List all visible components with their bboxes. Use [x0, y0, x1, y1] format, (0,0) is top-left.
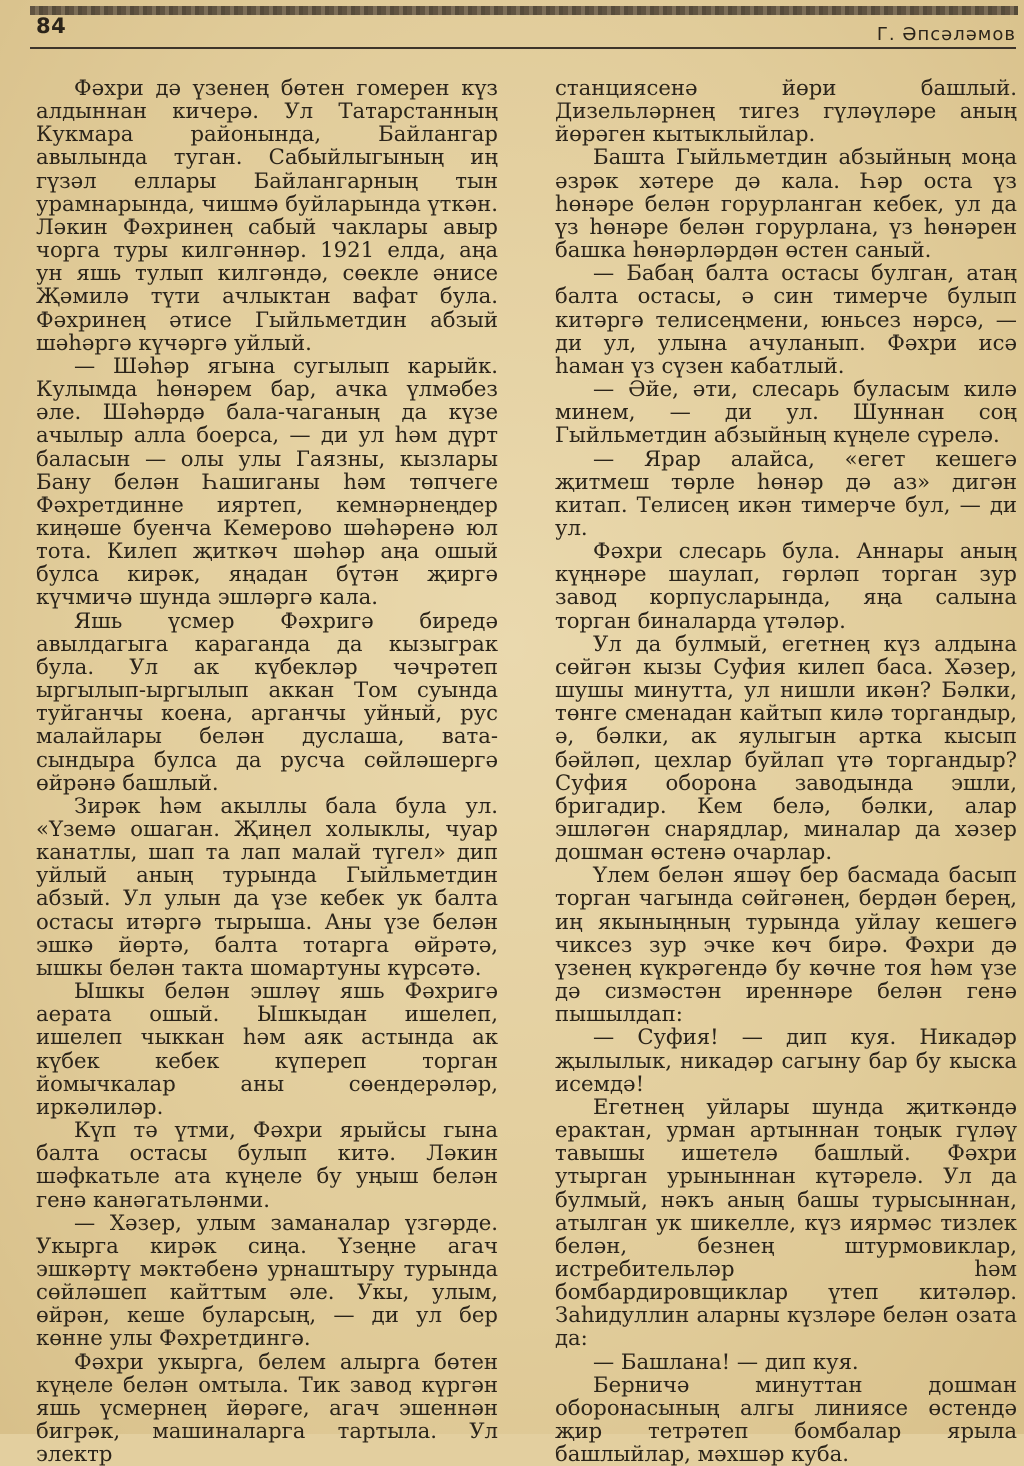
paragraph: Күп тә үтми, Фәхри ярыйсы гына балта остасы булып китә. Ләкин шәфкатьле ата күңеле бу уңыш белән генә канәгатьләнми. [36, 1117, 498, 1212]
paragraph-continuation: станциясенә йөри башлый. Дизельләрнең тигез гүләүләре аның йөрәген кытыклыйлар. [555, 75, 1017, 147]
paragraph: — Әйе, әти, слесарь буласым килә минем, — ди ул. Шуннан соң Гыйльметдин абзыйның күңеле сүрелә. [555, 376, 1017, 448]
paragraph: Егетнең уйлары шунда җиткәндә ерактан, урман артыннан тоңык гүләү тавышы ишетелә башлый. Фәхри утырган урыныннан күтәрелә. Ул да булмый, нәкъ аның башы турысыннан, атылган ук шикелле, күз иярмәс тизлек белән, безнең штурмовиклар, истребительләр һәм бомбардировщиклар үтеп китәләр. Заһидуллин аларны күзләре белән озата да: [555, 1093, 1017, 1351]
page-number: 84 [36, 14, 67, 38]
header-rule [30, 47, 1016, 49]
paragraph: — Суфия! — дип куя. Никадәр җылылык, никадәр сагыну бар бу кыска исемдә! [555, 1024, 1017, 1096]
paragraph: — Хәзер, улым заманалар үзгәрде. Укырга кирәк сиңа. Үзеңне агач эшкәртү мәктәбенә урнаштыру турында сөйләшеп кайттым әле. Укы, улым, өйрән, кеше буларсың, — ди ул бер көнне улы Фәхретдингә. [36, 1209, 498, 1351]
paragraph: — Ярар алайса, «егет кешегә җитмеш төрле һөнәр дә аз» дигән китап. Телисең икән тимерче бул, — ди ул. [555, 445, 1017, 540]
paragraph: Башта Гыйльметдин абзыйның моңа әзрәк хәтере дә кала. Һәр оста үз һөнәре белән горурланган кебек, ул да үз һөнәре белән горурлана, үз һөнәрен башка һөнәрләрдән өстен саный. [555, 144, 1017, 263]
running-head-author: Г. Әпсәләмов [876, 24, 1016, 45]
paragraph: Үлем белән яшәү бер басмада басып торган чагында сөйгәнең, бердән берең, иң якыныңның турында уйлау кешегә чиксез зур эчке көч бирә. Фәхри дә үзенең күкрәгендә бу көчне тоя һәм үзе дә сизмәстән иреннәре белән генә пышылдап: [555, 862, 1017, 1027]
paragraph: Ышкы белән эшләү яшь Фәхригә аерата ошый. Ышкыдан ишелеп, ишелеп чыккан һәм аяк астында ак күбек кебек күпереп торган йомычкалар аны сөендерәләр, иркәлиләр. [36, 978, 498, 1119]
paragraph: Фәхри слесарь була. Аннары аның күңнәре шаулап, гөрләп торган зур завод корпусларында, яңа салына торган биналарда үтәләр. [555, 538, 1017, 633]
left-column [36, 75, 498, 1466]
paragraph: — Шәһәр ягына сугылып карыйк. Кулымда һөнәрем бар, ачка үлмәбез әле. Шәһәрдә бала-чаганың да күзе ачылыр алла боерса, — ди ул һәм дүрт баласын — олы улы Гаязны, кызлары Бану белән Һашиганы һәм төпчеге Фәхретдинне ияртеп, кемнәрнеңдер киңәше буенча Кемерово шәһәренә юл тота. Килеп җиткәч шәһәр аңа ошый булса кирәк, яңадан бүтән җиргә күчмичә шунда эшләргә кала. [36, 352, 498, 610]
paragraph: Ул да булмый, егетнең күз алдына сөйгән кызы Суфия килеп баса. Хәзер, шушы минутта, ул нишли икән? Бәлки, төнге сменадан кайтып килә торгандыр, ә, бәлки, ак яулыгын артка кысып бәйләп, цехлар буйлап үтә торгандыр? Суфия оборона заводында эшли, бригадир. Кем белә, бәлки, алар эшләгән снарядлар, миналар да хәзер дошман өстенә очарлар. [555, 630, 1017, 865]
paragraph: Фәхри укырга, белем алырга бөтен күңеле белән омтыла. Тик завод күргән яшь үсмернең йөрәге, агач эшеннән бигрәк, машиналарга тартыла. Ул электр [36, 1348, 498, 1466]
paragraph: — Бабаң балта остасы булган, атаң балта остасы, ә син тимерче булып китәргә телисеңмени, юньсез нәрсә, — ди ул, улына ачуланып. Фәхри исә һаман үз сүзен кабатлый. [555, 260, 1017, 378]
top-decorative-rule [30, 6, 1018, 15]
paragraph: — Башлана! — дип куя. [593, 1348, 859, 1374]
paragraph: Берничә минуттан дошман оборонасының алгы линиясе өстендә җир тетрәтеп бомбалар ярыла башлыйлар, мәхшәр куба. [555, 1371, 1017, 1466]
paragraph: Фәхри дә үзенең бөтен гомерен күз алдыннан кичерә. Ул Татарстанның Кукмара районында, Байлангар авылында туган. Сабыйлыгының иң гүзәл еллары Байлангарның тын урамнарында, чишмә буйларында үткән. Ләкин Фәхринең сабый чаклары авыр чорга туры килгәннәр. 1921 елда, аңа ун яшь тулып килгәндә, сөекле әнисе Җәмилә түти ачлыктан вафат була. Фәхринең әтисе Гыйльметдин абзый шәһәргә күчәргә уйлый. [36, 75, 498, 355]
paragraph: Яшь үсмер Фәхригә биредә авылдагыга караганда да кызыграк була. Ул ак күбекләр чәчрәтеп ыргылып-ыргылып аккан Том суында туйганчы коена, арганчы уйный, рус малайлары белән дуслаша, вата-сындыра булса да русча сөйләшергә өйрәнә башлый. [36, 607, 498, 795]
paragraph: Зирәк һәм акыллы бала була ул. «Үземә ошаган. Җиңел холыклы, чуар канатлы, шап та лап малай түгел» дип уйлый аның турында Гыйльметдин абзый. Ул улын да үзе кебек ук балта остасы итәргә тырыша. Аны үзе белән эшкә йөртә, балта тотарга өйрәтә, ышкы белән такта шомартуны күрсәтә. [36, 792, 498, 980]
right-column [555, 75, 1017, 1466]
